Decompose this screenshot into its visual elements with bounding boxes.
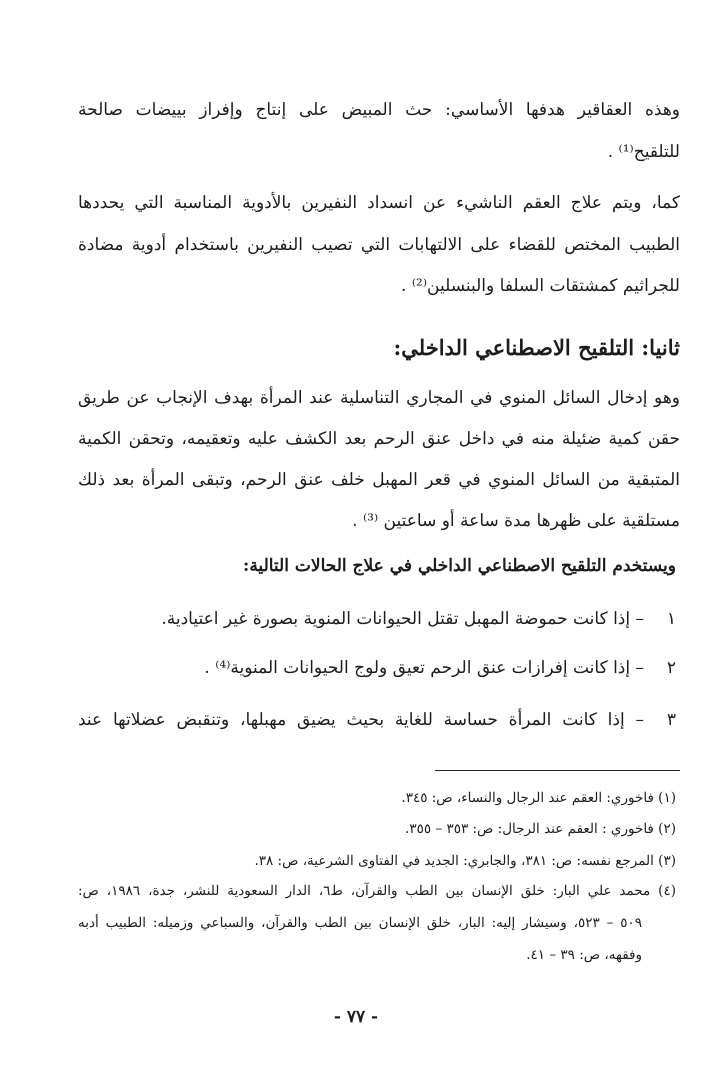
footnote-1: (١) فاخوري: العقم عند الرجال والنساء، ص: ٣٤٥.: [401, 790, 676, 806]
footnote-3: (٣) المرجع نفسه: ص: ٣٨١، والجابري: الجديد في الفتاوى الشرعية، ص: ٣٨.: [254, 853, 676, 869]
footnote-2: (٢) فاخوري : العقم عند الرجال: ص: ٣٥٣ – ٣٥٥.: [405, 821, 676, 837]
page-number: - ٧٧ -: [333, 1007, 379, 1027]
paragraph-1-line-1: وهذه العقاقير هدفها الأساسي: حث المبيض على إنتاج وإفراز بييضات صالحة: [78, 100, 680, 120]
list-item-text: – إذا كانت حموضة المهبل تقتل الحيوانات المنوية بصورة غير اعتيادية.: [161, 609, 644, 629]
footnote-4-line-1: (٤) محمد علي البار: خلق الإنسان بين الطب والقرآن، ط٦، الدار السعودية للنشر، جدة، ١٩٨٦، ص:: [78, 883, 676, 899]
footnote-separator: [435, 770, 680, 771]
paragraph-3-line-2: حقن كمية ضئيلة منه في داخل عنق الرحم بعد الكشف عليه وتعقيمه، وتحقن الكمية: [78, 429, 680, 449]
paragraph-3-line-3: المتبقية من السائل المنوي في قعر المهبل خلف عنق الرحم، وتبقى المرأة بعد ذلك: [78, 470, 680, 490]
list-item-number: ١: [666, 609, 676, 629]
list-subheading: ويستخدم التلقيح الاصطناعي الداخلي في علاج الحالات التالية:: [243, 556, 676, 576]
paragraph-2-line-1: كما، ويتم علاج العقم الناشيء عن انسداد النفيرين بالأدوية المناسبة التي يحددها: [78, 193, 680, 213]
paragraph-3-line-1: وهو إدخال السائل المنوي في المجاري التناسلية عند المرأة بهدف الإنجاب عن طريق: [78, 388, 680, 408]
paragraph-3-line-4: مستلقية على ظهرها مدة ساعة أو ساعتين ⁽³⁾ .: [352, 511, 680, 531]
list-item-number: ٣: [666, 710, 676, 730]
list-item-number: ٢: [666, 658, 676, 678]
paragraph-2-line-3: للجراثيم كمشتقات السلفا والبنسلين⁽²⁾ .: [401, 276, 680, 296]
footnote-4-line-3: وفقهه، ص: ٣٩ – ٤١.: [526, 947, 642, 963]
section-heading: ثانيا: التلقيح الاصطناعي الداخلي:: [393, 335, 680, 360]
list-item-text: – إذا كانت المرأة حساسة للغاية بحيث يضيق مهبلها، وتنقبض عضلاتها عند: [78, 710, 644, 730]
paragraph-2-line-2: الطبيب المختص للقضاء على الالتهابات التي تصيب النفيرين باستخدام أدوية مضادة: [78, 235, 680, 255]
footnote-4-line-2: ٥٠٩ – ٥٢٣، وسيشار إليه: البار، خلق الإنسان بين الطب والقرآن، والسباعي وزميله: الطبيب أدبه: [78, 915, 642, 931]
paragraph-1-line-2: للتلقيح⁽¹⁾ .: [607, 142, 680, 162]
list-item-text: – إذا كانت إفرازات عنق الرحم تعيق ولوج الحيوانات المنوية⁽⁴⁾ .: [204, 658, 644, 678]
